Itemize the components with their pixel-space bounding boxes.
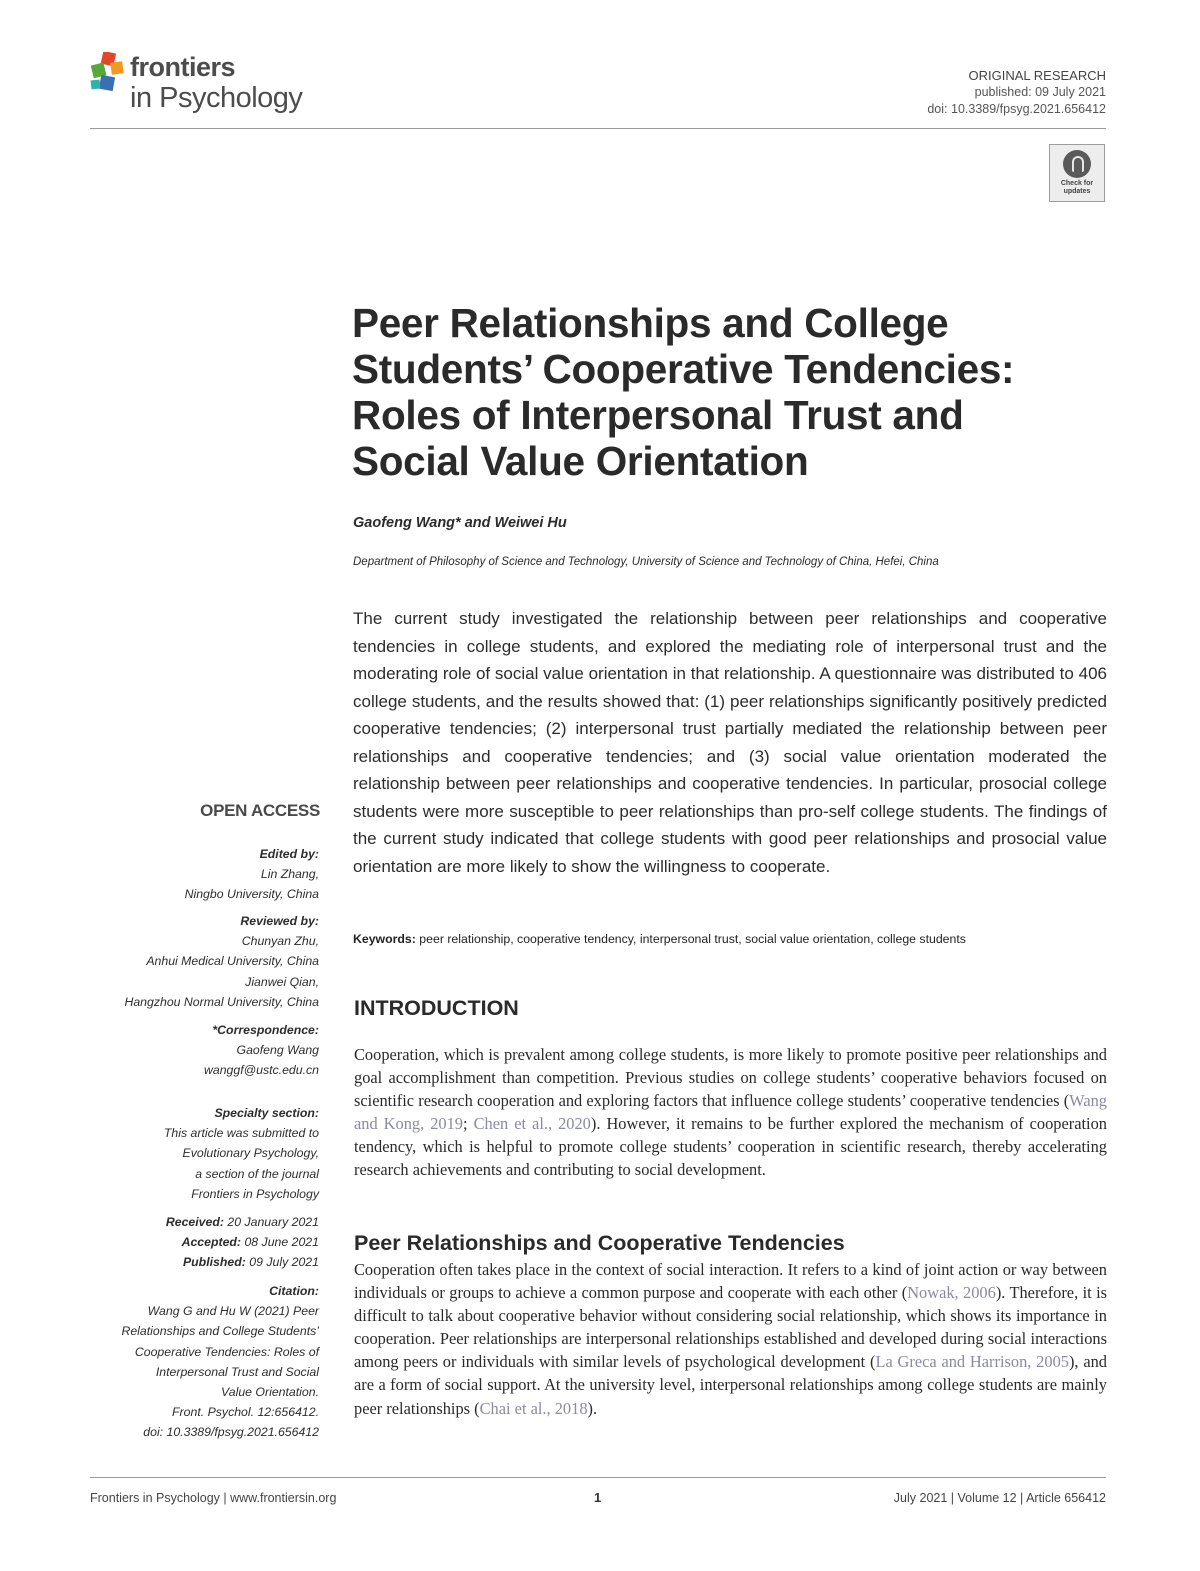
- section-heading-introduction: INTRODUCTION: [354, 996, 519, 1020]
- reviewed-by-label: Reviewed by:: [240, 914, 319, 928]
- received-date: Received: 20 January 2021: [165, 1215, 319, 1229]
- accepted-date: Accepted: 08 June 2021: [181, 1235, 319, 1250]
- check-updates-icon: [1063, 150, 1091, 178]
- reviewer-affiliation: Anhui Medical University, China: [146, 954, 319, 969]
- title-line: Students’ Cooperative Tendencies:: [352, 346, 1015, 392]
- citation-section: [121, 1281, 319, 1443]
- citation-link[interactable]: La Greca and Harrison, 2005: [875, 1352, 1069, 1372]
- check-updates-label-2: updates: [1063, 188, 1091, 195]
- citation-line: Front. Psychol. 12:656412.: [172, 1405, 319, 1420]
- citation-label: Citation:: [269, 1284, 319, 1298]
- correspondent-email[interactable]: wanggf@ustc.edu.cn: [203, 1063, 319, 1078]
- body-text-run: ). Therefore, it is difficult to talk about cooperative behavior without considering social relationship, which shows its importance in cooperation. Peer relationships are interpersonal relationships established and developed during social interactions among peers or individuals with similar levels of psychological development (: [354, 1283, 1108, 1372]
- article-title: [352, 300, 1112, 484]
- frontiers-logo-icon: [90, 52, 126, 96]
- title-line: Roles of Interpersonal Trust and: [352, 392, 964, 438]
- check-for-updates-badge[interactable]: [1049, 144, 1105, 202]
- specialty-line: This article was submitted to: [163, 1126, 319, 1141]
- reviewer-info: [124, 911, 319, 1012]
- subsection-heading-peer-relationships: Peer Relationships and Cooperative Tendencies: [354, 1231, 845, 1255]
- editor-affiliation: Ningbo University, China: [184, 887, 319, 902]
- author-list[interactable]: Gaofeng Wang* and Weiwei Hu: [353, 515, 567, 531]
- footer-divider: [90, 1477, 1106, 1478]
- citation-doi[interactable]: doi: 10.3389/fpsyg.2021.656412: [143, 1425, 319, 1440]
- title-line: Peer Relationships and College: [352, 300, 949, 346]
- footer-issue-info: July 2021 | Volume 12 | Article 656412: [893, 1491, 1106, 1505]
- body-text-run: ).: [587, 1398, 598, 1418]
- article-meta: [927, 67, 1106, 118]
- check-updates-label: Check for: [1060, 180, 1094, 187]
- body-text-run: ). However, it remains to be further explored the mechanism of cooperation tendency, which is helpful to promote college students’ cooperation in scientific research, thereby accelerating research achievements and contributing to social development.: [354, 1114, 1108, 1180]
- header-divider: [90, 128, 1106, 129]
- editor-info: [185, 844, 319, 905]
- citation-link[interactable]: Chai et al., 2018: [479, 1398, 588, 1418]
- correspondence-info: [204, 1020, 319, 1081]
- specialty-section: [164, 1103, 319, 1204]
- article-doi[interactable]: doi: 10.3389/fpsyg.2021.656412: [927, 102, 1106, 116]
- reviewer-name: Jianwei Qian,: [245, 974, 319, 989]
- specialty-line: a section of the journal: [195, 1166, 319, 1181]
- reviewer-name: Chunyan Zhu,: [241, 934, 319, 949]
- body-text-run: ;: [463, 1114, 474, 1134]
- edited-by-label: Edited by:: [259, 847, 319, 861]
- logo-wordmark: frontiers: [130, 52, 236, 82]
- body-text-run: Cooperation, which is prevalent among college students, is more likely to promote positive peer relationships and goal accomplishment than competition. Previous studies on college students’ cooperative behaviors focused on scientific research cooperation and exploring factors that influence college students’ cooperative tendencies (: [354, 1045, 1107, 1111]
- open-access-label: OPEN ACCESS: [200, 801, 320, 820]
- keywords: [353, 932, 1113, 946]
- published-date: published: 09 July 2021: [974, 85, 1106, 99]
- dates-section: [166, 1212, 319, 1273]
- editor-name: Lin Zhang,: [260, 867, 319, 882]
- body-text-run: ), and are a form of social support. At the university level, interpersonal relationships among college students are mainly peer relationships (: [354, 1352, 1107, 1418]
- citation-line: Cooperative Tendencies: Roles of: [134, 1344, 319, 1359]
- article-type: ORIGINAL RESEARCH: [968, 68, 1106, 83]
- specialty-line: Frontiers in Psychology: [191, 1186, 319, 1201]
- footer-journal-link[interactable]: Frontiers in Psychology | www.frontiersin.org: [90, 1491, 337, 1505]
- specialty-line: Evolutionary Psychology,: [182, 1146, 319, 1161]
- logo-journal-name: in Psychology: [130, 82, 303, 114]
- citation-link[interactable]: Wang and Kong, 2019: [354, 1091, 1107, 1134]
- citation-line: Interpersonal Trust and Social: [155, 1364, 319, 1379]
- citation-line: Wang G and Hu W (2021) Peer: [147, 1304, 319, 1319]
- abstract: The current study investigated the relationship between peer relationships and cooperative tendencies in college students, and explored the mediating role of interpersonal trust and the moderating role of social value orientation in that relationship. A questionnaire was distributed to 406 college students, and the results showed that: (1) peer relationships significantly positively predicted cooperative tendencies; (2) interpersonal trust partially mediated the relationship between peer relationships and cooperative tendencies; and (3) social value orientation moderated the relationship between peer relationships and cooperative tendencies. In particular, prosocial college students were more susceptible to peer relationships than pro-self college students. The findings of the current study indicated that college students with good peer relationships and prosocial value orientation are more likely to show the willingness to cooperate.: [353, 609, 1107, 876]
- citation-link[interactable]: Nowak, 2006: [907, 1283, 996, 1303]
- keywords-label: Keywords:: [353, 932, 416, 946]
- published-date-side: Published: 09 July 2021: [182, 1255, 319, 1270]
- affiliation: Department of Philosophy of Science and Technology, University of Science and Technology of China, Hefei, China: [353, 556, 939, 568]
- citation-line: Value Orientation.: [221, 1385, 319, 1400]
- page-number: 1: [594, 1490, 602, 1505]
- keywords-list: peer relationship, cooperative tendency, interpersonal trust, social value orientation, college students: [419, 932, 966, 946]
- peer-paragraph: [354, 1258, 1107, 1420]
- body-text-run: Cooperation often takes place in the context of social interaction. It refers to a kind of joint action or way between individuals or groups to achieve a common purpose and cooperate with each other (: [354, 1260, 1107, 1303]
- specialty-label: Specialty section:: [214, 1106, 319, 1120]
- intro-paragraph: [354, 1043, 1107, 1182]
- title-line: Social Value Orientation: [352, 438, 809, 484]
- citation-line: Relationships and College Students’: [121, 1324, 319, 1339]
- citation-link[interactable]: Chen et al., 2020: [473, 1114, 591, 1134]
- journal-logo: [90, 50, 320, 122]
- correspondent-name: Gaofeng Wang: [236, 1043, 319, 1058]
- reviewer-affiliation: Hangzhou Normal University, China: [124, 994, 319, 1009]
- correspondence-label: *Correspondence:: [212, 1023, 319, 1037]
